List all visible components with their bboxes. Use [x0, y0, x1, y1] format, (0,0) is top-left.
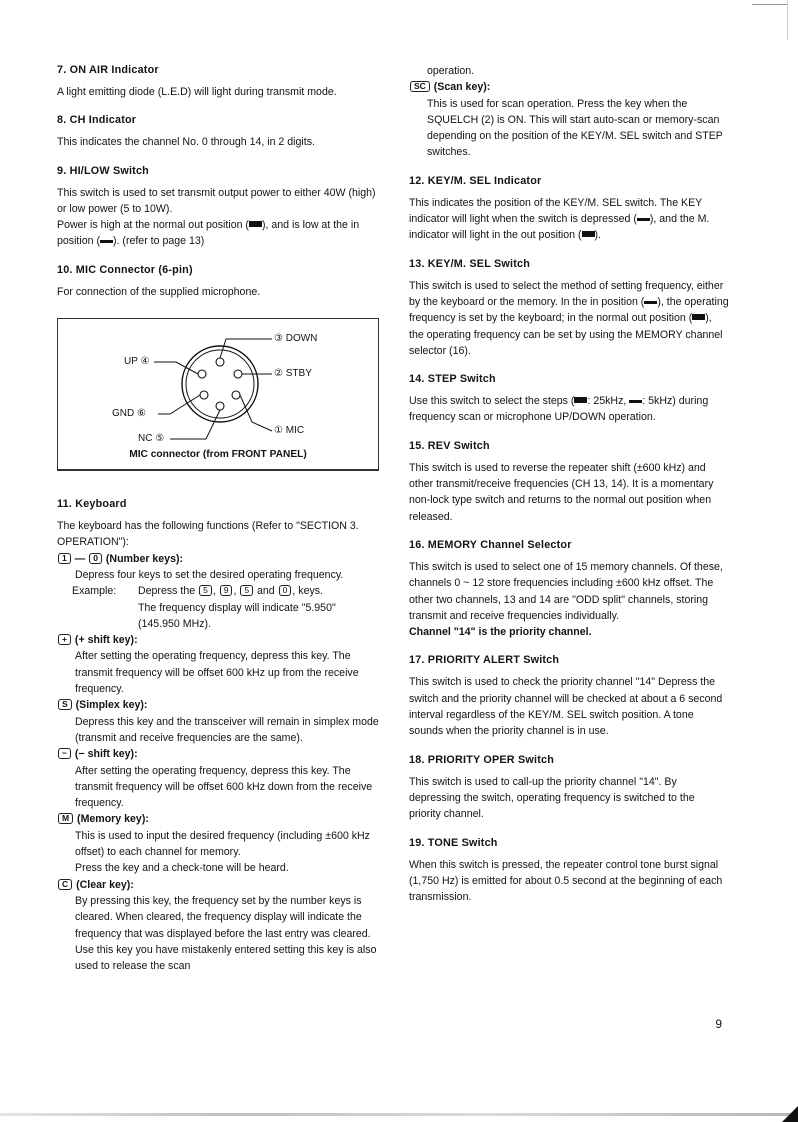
scan-key-icon: SC: [410, 81, 430, 92]
switch-out-symbol: [582, 230, 595, 238]
section-body: This indicates the channel No. 0 through 14, in 2 digits.: [57, 136, 315, 149]
section-memory-channel-selector: [409, 538, 729, 640]
memory-key-body-2: Press the key and a check-tone will be heard.: [75, 862, 289, 875]
key-5-icon: 5: [240, 585, 253, 596]
section-step-switch: [409, 372, 729, 426]
mic-connector-figure: [57, 318, 379, 471]
key-0-icon: 0: [279, 585, 292, 596]
switch-out-symbol: [574, 396, 587, 404]
memory-key-icon: M: [58, 813, 73, 824]
minus-shift-body: After setting the operating frequency, depress this key. The transmit frequency will be offset 600 kHz down from the receive frequency.: [75, 764, 373, 810]
section-key-msel-switch: [409, 257, 729, 359]
side-edge-rule: [787, 0, 788, 40]
key-9-icon: 9: [220, 585, 233, 596]
scan-key-heading: SC (Scan key):: [409, 79, 729, 95]
page-number: 9: [715, 1017, 722, 1031]
section-title: 15. REV Switch: [409, 439, 490, 452]
section-body: This indicates the position of the KEY/M. SEL switch. The KEY indicator will light when the switch is depressed ( ), and the M. indicator will light in the out position ( ).: [409, 196, 710, 242]
plus-shift-heading: + (+ shift key):: [57, 632, 379, 648]
right-column: [409, 63, 729, 918]
simplex-key-icon: S: [58, 699, 72, 710]
pin-nc-label: NC ⑤: [138, 433, 165, 445]
section-body: This switch is used to check the priority channel "14" Depress the switch and the priority channel will be checked at about a 6 second interval regardless of the KEY/M. SEL switch position. A tone sounds when the priority channel is in use.: [409, 676, 723, 738]
section-title: 18. PRIORITY OPER Switch: [409, 753, 554, 766]
example-text: Depress the 5 , 9 , 5 and 0 , keys. The frequency display will indicate "5.950" (145.950 MHz).: [138, 585, 336, 630]
example-label: Example:: [72, 585, 117, 598]
pin-down-label: ③ DOWN: [274, 333, 318, 345]
pin-stby-label: ② STBY: [274, 368, 312, 380]
left-column: [57, 63, 379, 987]
minus-shift-heading: − (− shift key):: [57, 746, 379, 762]
section-body: Use this switch to select the steps ( : 25kHz, : 5kHz) during frequency scan or microphone UP/DOWN operation.: [409, 395, 709, 424]
section-title: 16. MEMORY Channel Selector: [409, 538, 572, 551]
number-keys-heading: 1 — 0 (Number keys):: [57, 551, 379, 567]
section-priority-alert-switch: [409, 653, 729, 739]
section-priority-oper-switch: [409, 753, 729, 823]
top-edge-rule: [752, 4, 788, 5]
section-title: 11. Keyboard: [57, 498, 127, 511]
section-title: 17. PRIORITY ALERT Switch: [409, 654, 560, 667]
switch-in-symbol: [637, 214, 650, 222]
scan-key-body: This is used for scan operation. Press the key when the SQUELCH (2) is ON. This will start auto-scan or memory-scan depending on the position of the KEY/M. SEL switch and STEP switches.: [427, 97, 723, 159]
memory-key-body: This is used to input the desired frequency (including ±600 kHz offset) to each channel for memory.: [75, 829, 370, 859]
figure-caption: MIC connector (from FRONT PANEL): [129, 448, 307, 460]
section-rev-switch: [409, 439, 729, 525]
plus-key-icon: +: [58, 634, 71, 645]
section-body: This switch is used to call-up the priority channel "14". By depressing the switch, operating frequency is switched to the priority channel.: [409, 775, 695, 821]
section-body: This switch is used to select one of 15 memory channels. Of these, channels 0 ~ 12 store frequencies including ±600 kHz offset. The other two channels, 13 and 14 are "ODD split" channels, storing transmit and receive frequencies individually.: [409, 560, 723, 622]
section-title: 7. ON AIR Indicator: [57, 64, 159, 76]
simplex-heading: S (Simplex key):: [57, 697, 379, 713]
pin-mic-label: ① MIC: [274, 425, 305, 437]
corner-mark: [782, 1106, 798, 1122]
section-hi-low-switch: [57, 164, 379, 250]
clear-key-icon: C: [58, 879, 72, 890]
priority-channel-note: Channel "14" is the priority channel.: [409, 626, 592, 639]
section-title: 14. STEP Switch: [409, 373, 496, 386]
continued-text: operation.: [427, 65, 475, 77]
simplex-body: Depress this key and the transceiver will remain in simplex mode (transmit and receive frequencies are the same).: [75, 715, 379, 744]
section-scan-key: [409, 63, 729, 161]
section-body: When this switch is pressed, the repeater control tone burst signal (1,750 Hz) is emitted for about 0.5 second at the beginning of each transmission.: [409, 858, 723, 904]
section-title: 13. KEY/M. SEL Switch: [409, 257, 530, 270]
switch-in-symbol: [644, 297, 657, 305]
key-0-icon: 0: [89, 553, 102, 564]
section-key-msel-indicator: [409, 174, 729, 244]
pin-up-label: UP ④: [124, 356, 150, 368]
scan-bottom-edge: [0, 1113, 798, 1116]
switch-in-symbol: [100, 236, 113, 244]
pin-gnd-label: GND ⑥: [112, 408, 146, 420]
section-title: 19. TONE Switch: [409, 836, 498, 849]
section-body: This switch is used to set transmit output power to either 40W (high) or low power (5 to 10W).: [57, 186, 376, 215]
memory-key-heading: M (Memory key):: [57, 811, 379, 827]
switch-in-symbol: [629, 396, 642, 404]
key-5-icon: 5: [199, 585, 212, 596]
section-body: This switch is used to select the method of setting frequency, either by the keyboard or the memory. In the in position ( ), the operating frequency is set by the keyboard; in the normal out position ( ), the operating frequency can be set by using the MEMORY channel selector (16).: [409, 279, 729, 357]
minus-key-icon: −: [58, 748, 71, 759]
section-title: 9. HI/LOW Switch: [57, 164, 149, 177]
clear-key-heading: C (Clear key):: [57, 877, 379, 893]
section-keyboard: [57, 497, 379, 974]
section-body-power: Power is high at the normal out position ( ), and is low at the in position ( ). (refer to page 13): [57, 219, 360, 248]
keyboard-intro: The keyboard has the following functions (Refer to "SECTION 3. OPERATION"):: [57, 520, 359, 549]
switch-out-symbol: [249, 220, 262, 228]
key-1-icon: 1: [58, 553, 71, 564]
number-keys-body: Depress four keys to set the desired operating frequency.: [75, 568, 344, 581]
section-body: This switch is used to reverse the repeater shift (±600 kHz) and other transmit/receive frequencies (CH 13, 14). It is a momentary non-lock type switch and returns to the normal out position when released.: [409, 461, 714, 523]
clear-key-body: By pressing this key, the frequency set by the number keys is cleared. When cleared, the frequency display will indicate the frequency that was displayed before the last entry was cleared. Use this key you have mistakenly entered setting this key is also used to release the scan: [75, 894, 377, 973]
section-body: For connection of the supplied microphone.: [57, 285, 261, 298]
switch-out-symbol: [692, 313, 705, 321]
section-title: 10. MIC Connector (6-pin): [57, 263, 193, 276]
example-block: [72, 583, 379, 632]
section-tone-switch: [409, 836, 729, 906]
section-mic-connector: [57, 263, 379, 300]
section-body: A light emitting diode (L.E.D) will light during transmit mode.: [57, 86, 337, 98]
section-on-air-indicator: [57, 63, 379, 100]
section-title: 8. CH Indicator: [57, 114, 137, 127]
section-title: 12. KEY/M. SEL Indicator: [409, 174, 542, 187]
plus-shift-body: After setting the operating frequency, depress this key. The transmit frequency will be offset 600 kHz up from the receive frequency.: [75, 650, 359, 696]
section-ch-indicator: [57, 113, 379, 150]
